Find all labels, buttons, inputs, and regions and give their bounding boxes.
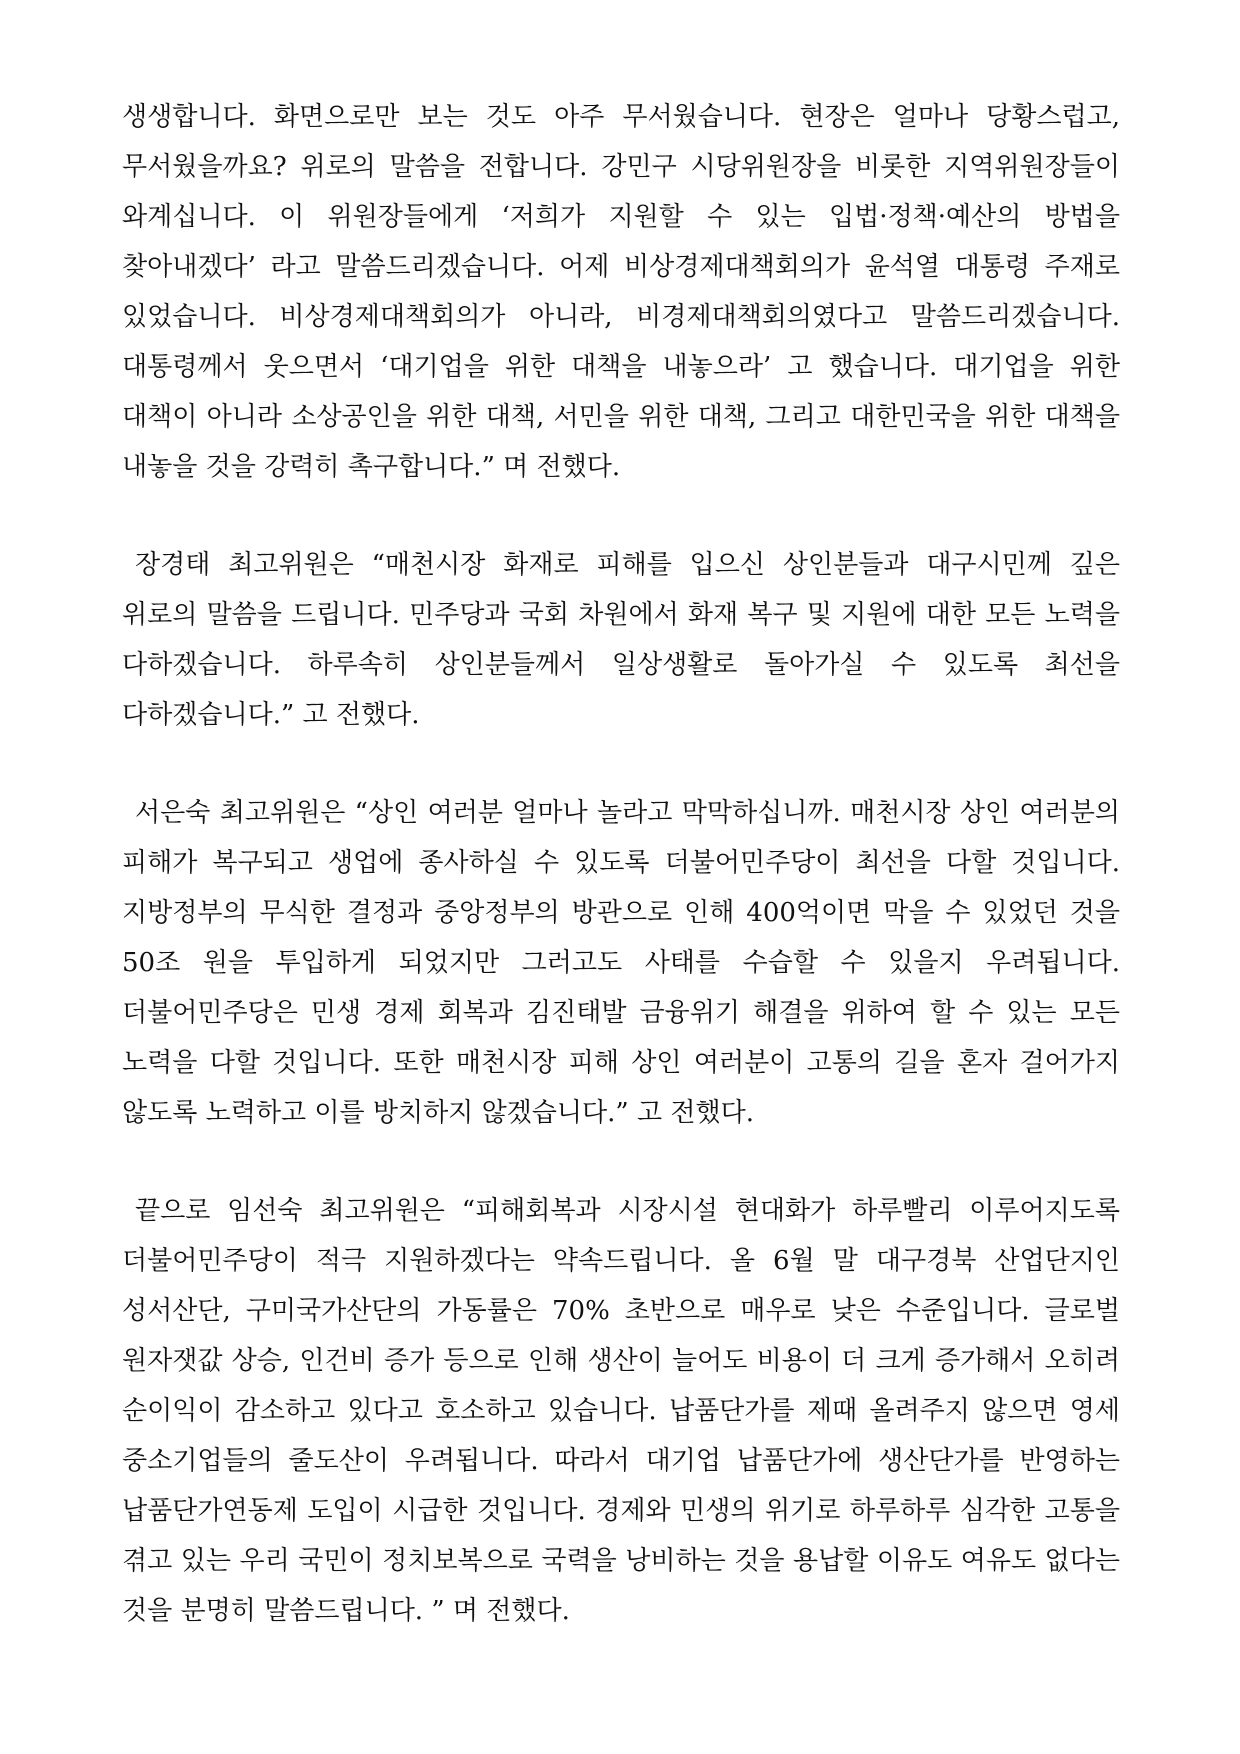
paragraph-jang-kyungtae: 장경태 최고위원은 “매천시장 화재로 피해를 입으신 상인분들과 대구시민께 깊은 위로의 말씀을 드립니다. 민주당과 국회 차원에서 화재 복구 및 지원에 대한 모든 노력을 다하겠습니다. 하루속히 상인분들께서 일상생활로 돌아가실 수 있도록 최선을 다하겠습니다.” 고 전했다. [122,550,1120,730]
paragraph-intro-remarks: 생생합니다. 화면으로만 보는 것도 아주 무서웠습니다. 현장은 얼마나 당황스럽고, 무서웠을까요? 위로의 말씀을 전합니다. 강민구 시당위원장을 비롯한 지역위원장들이 와계십니다. 이 위원장들에게 ‘저희가 지원할 수 있는 입법·정책·예산의 방법을 찾아내겠다’ 라고 말씀드리겠습니다. 어제 비상경제대책회의가 윤석열 대통령 주재로 있었습니다. 비상경제대책회의가 아니라, 비경제대책회의였다고 말씀드리겠습니다. 대통령께서 웃으면서 ‘대기업을 위한 대책을 내놓으라’ 고 했습니다. 대기업을 위한 대책이 아니라 소상공인을 위한 대책, 서민을 위한 대책, 그리고 대한민국을 위한 대책을 내놓을 것을 강력히 촉구합니다.” 며 전했다. [122,102,1120,482]
paragraph-seo-eunsook: 서은숙 최고위원은 “상인 여러분 얼마나 놀라고 막막하십니까. 매천시장 상인 여러분의 피해가 복구되고 생업에 종사하실 수 있도록 더불어민주당이 최선을 다할 것입니다. 지방정부의 무식한 결정과 중앙정부의 방관으로 인해 400억이면 막을 수 있었던 것을 50조 원을 투입하게 되었지만 그러고도 사태를 수습할 수 있을지 우려됩니다. 더불어민주당은 민생 경제 회복과 김진태발 금융위기 해결을 위하여 할 수 있는 모든 노력을 다할 것입니다. 또한 매천시장 피해 상인 여러분이 고통의 길을 혼자 걸어가지 않도록 노력하고 이를 방치하지 않겠습니다.” 고 전했다. [122,798,1120,1128]
paragraph-lim-sunsook: 끝으로 임선숙 최고위원은 “피해회복과 시장시설 현대화가 하루빨리 이루어지도록 더불어민주당이 적극 지원하겠다는 약속드립니다. 올 6월 말 대구경북 산업단지인 성서산단, 구미국가산단의 가동률은 70% 초반으로 매우로 낮은 수준입니다. 글로벌 원자잿값 상승, 인건비 증가 등으로 인해 생산이 늘어도 비용이 더 크게 증가해서 오히려 순이익이 감소하고 있다고 호소하고 있습니다. 납품단가를 제때 올려주지 않으면 영세 중소기업들의 줄도산이 우려됩니다. 따라서 대기업 납품단가에 생산단가를 반영하는 납품단가연동제 도입이 시급한 것입니다. 경제와 민생의 위기로 하루하루 심각한 고통을 겪고 있는 우리 국민이 정치보복으로 국력을 낭비하는 것을 용납할 이유도 여유도 없다는 것을 분명히 말씀드립니다. ” 며 전했다. [122,1196,1120,1626]
document-body [122,92,1120,1636]
